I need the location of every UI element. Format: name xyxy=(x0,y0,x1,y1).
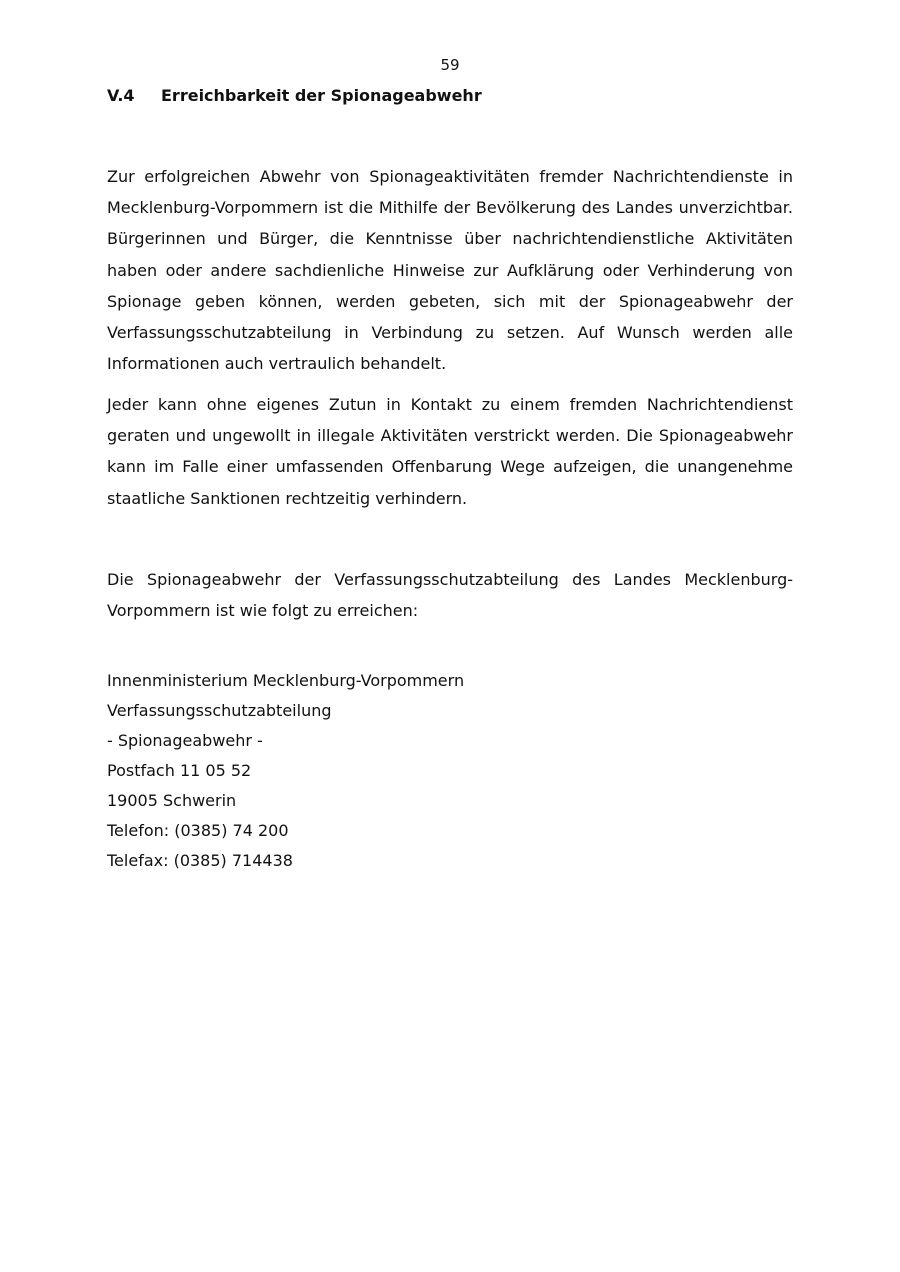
paragraph-intro: Zur erfolgreichen Abwehr von Spionageaktivitäten fremder Nachrichtendienste in Mecklenburg-Vorpommern ist die Mithilfe der Bevölkerung des Landes unverzichtbar. Bürgerinnen und Bürger, die Kenntnisse über nachrichtendienstliche Aktivitäten haben oder andere sachdienliche Hinweise zur Aufklärung oder Verhinderung von Spionage geben können, werden gebeten, sich mit der Spionageabwehr der Verfassungsschutzabteilung in Verbindung zu setzen. Auf Wunsch werden alle Informationen auch vertraulich behandelt. xyxy=(107,167,793,374)
address-postbox: Postfach 11 05 52 xyxy=(107,761,252,780)
address-ministry: Innenministerium Mecklenburg-Vorpommern xyxy=(107,671,465,690)
address-phone: Telefon: (0385) 74 200 xyxy=(107,821,289,840)
address-department: Verfassungsschutzabteilung xyxy=(107,701,332,720)
contact-address xyxy=(107,666,793,876)
section-heading xyxy=(107,85,793,107)
section-number: V.4 xyxy=(107,86,135,105)
address-city: 19005 Schwerin xyxy=(107,791,237,810)
address-fax: Telefax: (0385) 714438 xyxy=(107,851,293,870)
paragraph-disclosure: Jeder kann ohne eigenes Zutun in Kontakt zu einem fremden Nachrichtendienst geraten und ungewollt in illegale Aktivitäten verstrickt werden. Die Spionageabwehr kann im Falle einer umfassenden Offenbarung Wege aufzeigen, die unangenehme staatliche Sanktionen rechtzeitig verhindern. xyxy=(107,395,793,508)
address-unit: - Spionageabwehr - xyxy=(107,731,263,750)
section-title: Erreichbarkeit der Spionageabwehr xyxy=(161,86,482,105)
paragraph-contact-intro: Die Spionageabwehr der Verfassungsschutzabteilung des Landes Mecklenburg-Vorpommern ist wie folgt zu erreichen: xyxy=(107,570,793,621)
page-number: 59 xyxy=(440,56,460,74)
